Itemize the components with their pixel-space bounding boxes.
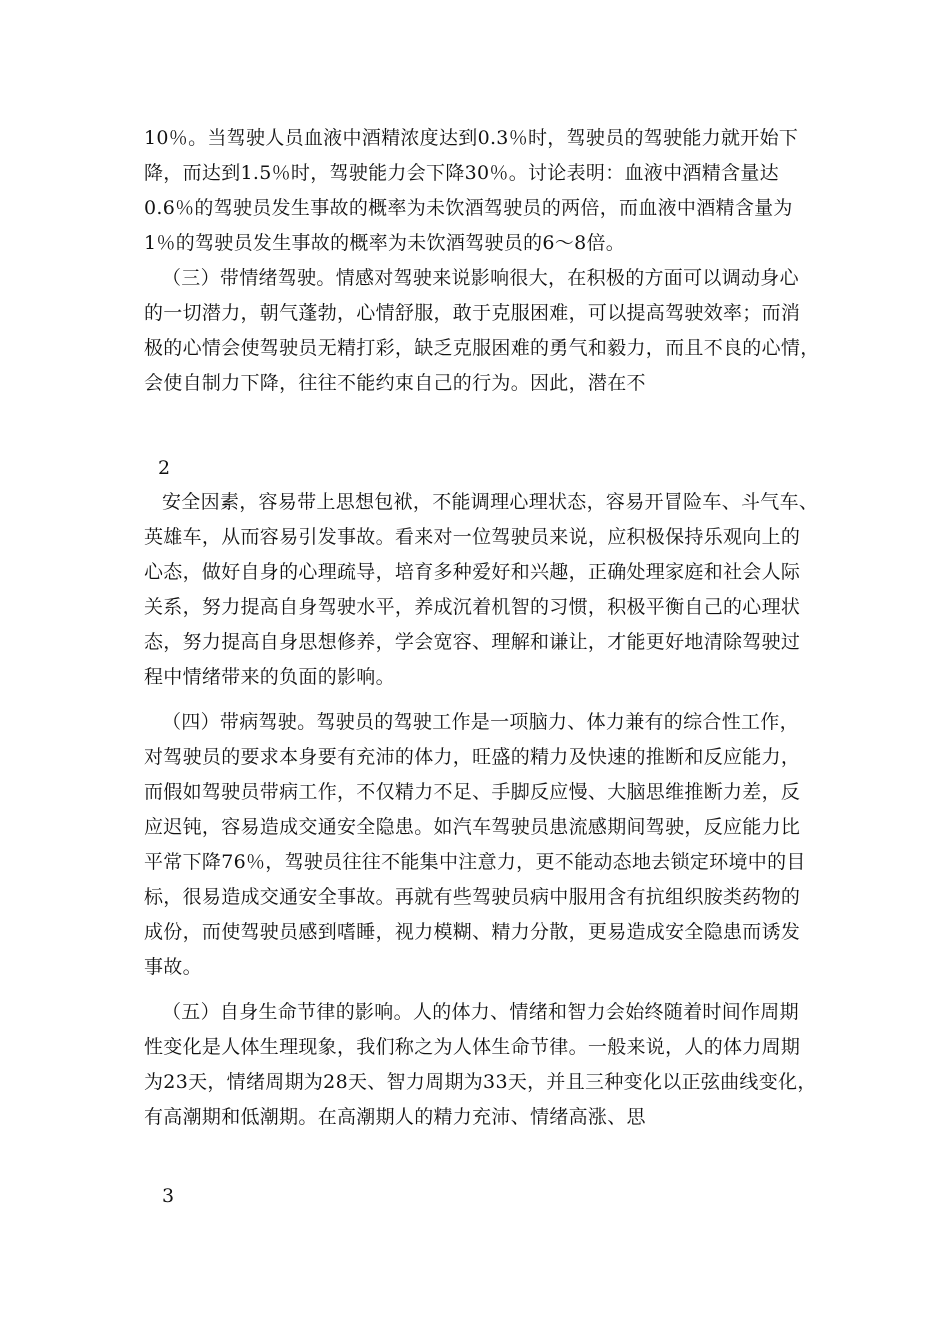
text-line: 为23天，情绪周期为28天、智力周期为33天，并且三种变化以正弦曲线变化， (144, 1071, 817, 1093)
text-line: 对驾驶员的要求本身要有充沛的体力，旺盛的精力及快速的推断和反应能力， (144, 746, 801, 768)
page-number: 3 (162, 1185, 175, 1207)
text-line: 性变化是人体生理现象，我们称之为人体生命节律。一般来说，人的体力周期 (144, 1036, 801, 1058)
text-line: 的一切潜力，朝气蓬勃，心情舒服，敢于克服困难，可以提高驾驶效率；而消 (144, 302, 801, 324)
text-line: 0.6％的驾驶员发生事故的概率为未饮酒驾驶员的两倍，而血液中酒精含量为 (144, 197, 793, 219)
text-line: 成份，而使驾驶员感到嗜睡，视力模糊、精力分散，更易造成安全隐患而诱发 (144, 921, 801, 943)
text-line: 态，努力提高自身思想修养，学会宽容、理解和谦让，才能更好地清除驾驶过 (144, 631, 801, 653)
text-line: 标，很易造成交通安全事故。再就有些驾驶员病中服用含有抗组织胺类药物的 (144, 886, 801, 908)
text-line: 英雄车，从而容易引发事故。看来对一位驾驶员来说，应积极保持乐观向上的 (144, 526, 801, 548)
text-line: 会使自制力下降，往往不能约束自己的行为。因此，潜在不 (144, 372, 646, 394)
text-line: 关系，努力提高自身驾驶水平，养成沉着机智的习惯，积极平衡自己的心理状 (144, 596, 801, 618)
text-line: 有高潮期和低潮期。在高潮期人的精力充沛、情绪高涨、思 (144, 1106, 646, 1128)
page-number: 2 (158, 457, 171, 479)
text-line: 事故。 (144, 956, 202, 978)
text-line: （三）带情绪驾驶。情感对驾驶来说影响很大，在积极的方面可以调动身心 (162, 267, 799, 289)
text-line: 1％的驾驶员发生事故的概率为未饮酒驾驶员的6～8倍。 (144, 232, 626, 254)
text-line: （四）带病驾驶。驾驶员的驾驶工作是一项脑力、体力兼有的综合性工作， (162, 711, 799, 733)
text-line: 安全因素，容易带上思想包袱，不能调理心理状态，容易开冒险车、斗气车、 (162, 491, 819, 513)
text-line: 心态，做好自身的心理疏导，培育多种爱好和兴趣，正确处理家庭和社会人际 (144, 561, 801, 583)
text-line: 程中情绪带来的负面的影响。 (144, 666, 395, 688)
text-line: 应迟钝，容易造成交通安全隐患。如汽车驾驶员患流感期间驾驶，反应能力比 (144, 816, 801, 838)
text-line: 降，而达到1.5％时，驾驶能力会下降30％。讨论表明：血液中酒精含量达 (144, 162, 779, 184)
text-line: 平常下降76％，驾驶员往往不能集中注意力，更不能动态地去锁定环境中的目 (144, 851, 806, 873)
text-line: 10％。当驾驶人员血液中酒精浓度达到0.3％时，驾驶员的驾驶能力就开始下 (144, 127, 799, 149)
text-line: （五）自身生命节律的影响。人的体力、情绪和智力会始终随着时间作周期 (162, 1001, 799, 1023)
text-line: 而假如驾驶员带病工作，不仅精力不足、手脚反应慢、大脑思维推断力差，反 (144, 781, 801, 803)
text-line: 极的心情会使驾驶员无精打彩，缺乏克服困难的勇气和毅力，而且不良的心情， (144, 337, 820, 359)
